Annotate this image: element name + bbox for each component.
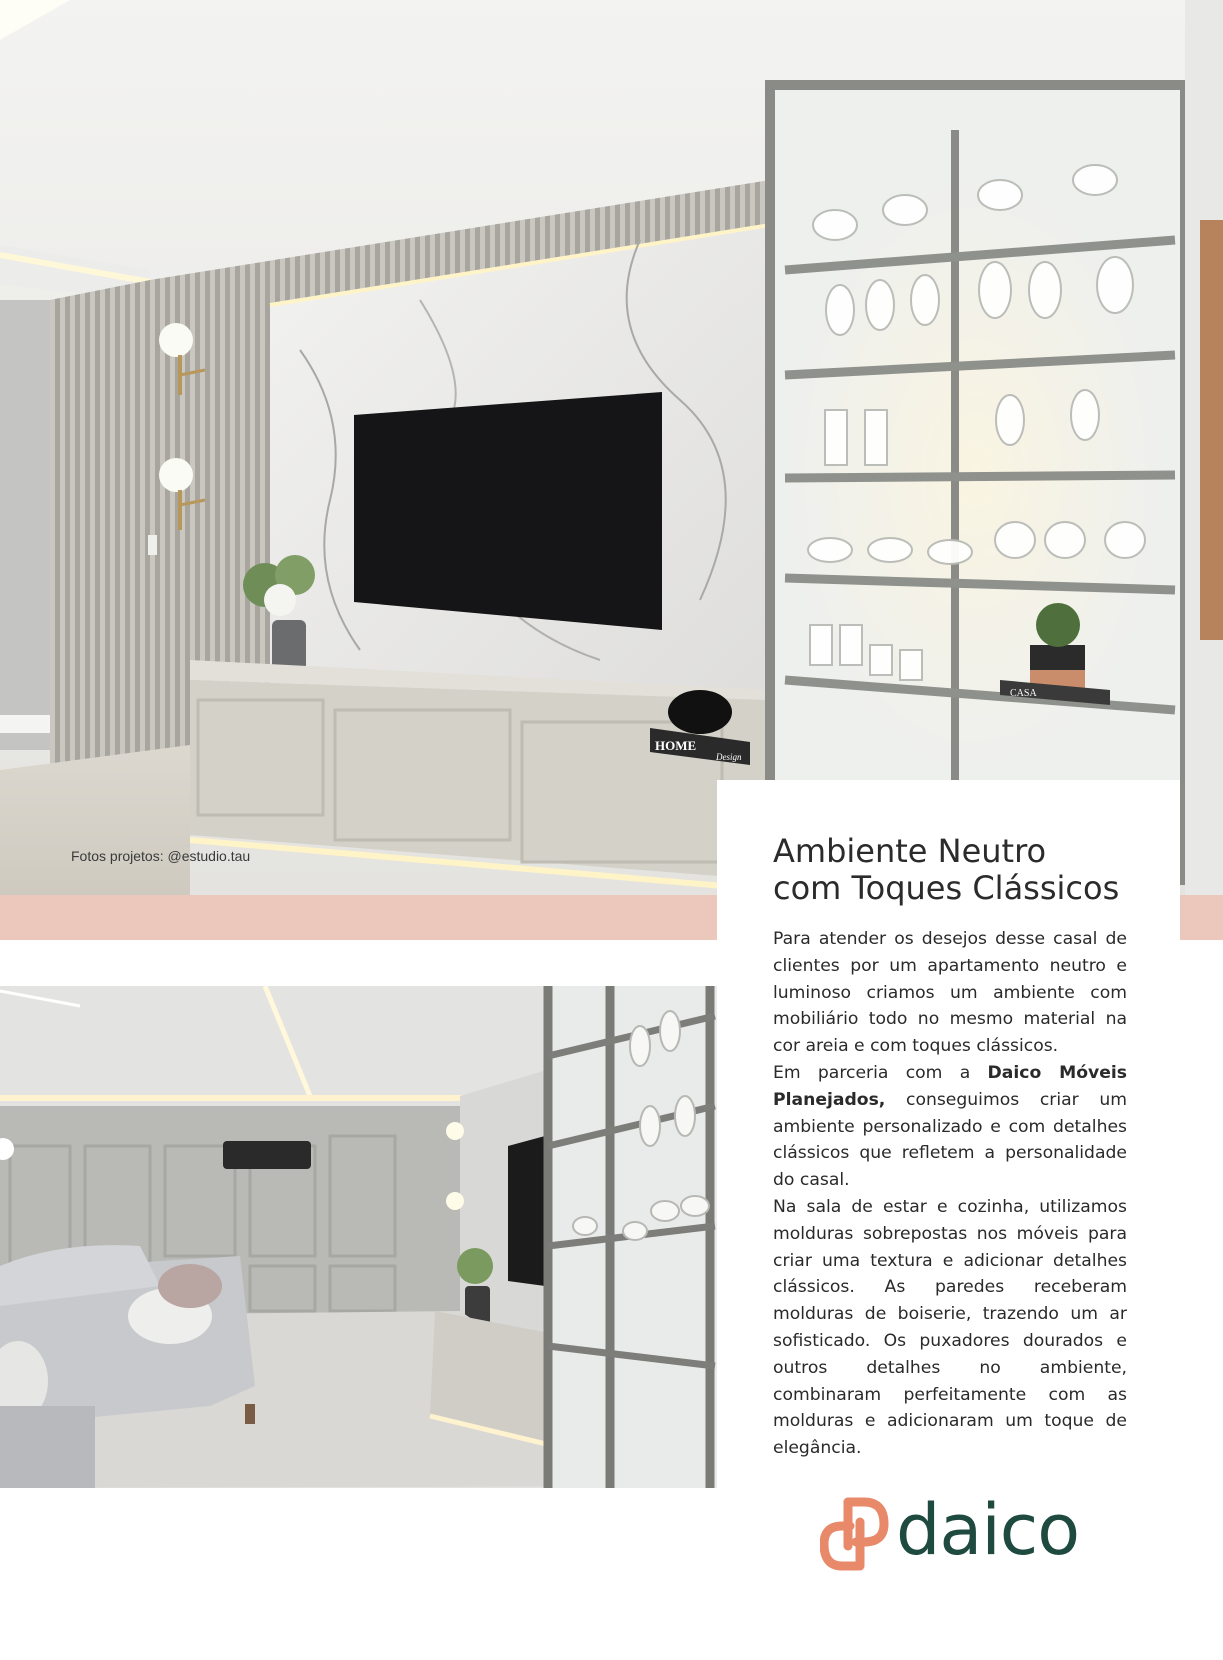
- partner-name: Daico Móveis Planejados,: [773, 1062, 1127, 1110]
- article-paragraph: Para atender os desejos desse casal de clientes por um apartamento neutro e luminoso criamos um ambiente com mobiliário todo no mesmo material na cor areia e com toques clássicos.: [773, 929, 1127, 1057]
- logo-wordmark: daico: [896, 1489, 1080, 1571]
- paragraph-text: conseguimos criar um ambiente personalizado e com detalhes clássicos que refletem a personalidade do casal.: [773, 1089, 1127, 1191]
- article-title-line1: Ambiente Neutro: [773, 832, 1047, 870]
- photo-credit: Fotos projetos: @estudio.tau: [71, 848, 251, 864]
- daico-logo: [820, 1489, 1080, 1574]
- article-title-line2: com Toques Clássicos: [773, 869, 1120, 907]
- article-paragraph: [773, 1060, 1127, 1194]
- living-room-sofa-photo: [0, 986, 720, 1488]
- paragraph-text: Em parceria com a: [773, 1062, 988, 1083]
- article-title: [773, 833, 1173, 907]
- box-label: CASA: [1010, 688, 1037, 699]
- article-body: [773, 926, 1127, 1462]
- article-paragraph: Na sala de estar e cozinha, utilizamos molduras sobrepostas nos móveis para criar uma textura e adicionar detalhes clássicos. As paredes receberam molduras de boiserie, trazendo um ar sofisticado. Os puxadores dourados e outros detalhes no ambiente, combinaram perfeitamente com as molduras e adicionaram um toque de elegância.: [773, 1196, 1127, 1459]
- book-title: HOME: [655, 738, 697, 753]
- book-subtitle: Design: [716, 752, 742, 762]
- daico-interlocked-d-icon: [820, 1494, 890, 1574]
